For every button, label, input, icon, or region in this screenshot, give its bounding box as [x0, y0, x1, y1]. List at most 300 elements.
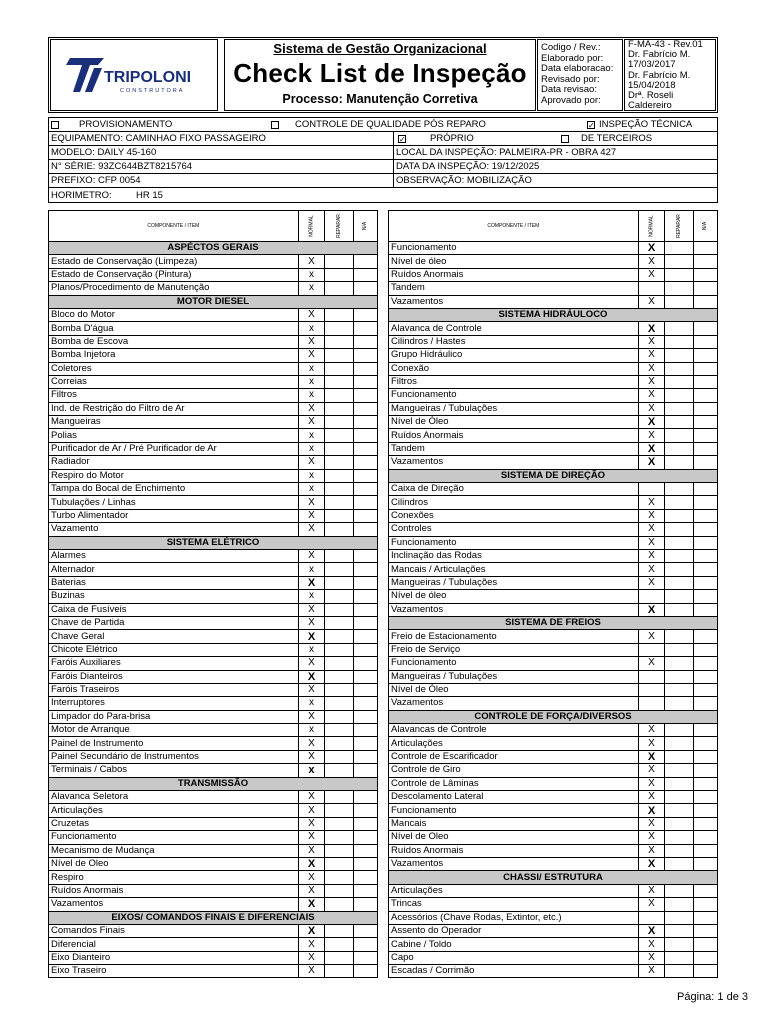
na-mark[interactable] [694, 603, 718, 616]
option-proprio[interactable]: ✓ PRÓPRIO [393, 132, 559, 145]
na-mark[interactable] [694, 268, 718, 281]
normal-mark[interactable]: X [638, 389, 664, 402]
na-mark[interactable] [354, 817, 378, 830]
reparar-mark[interactable] [325, 255, 354, 268]
reparar-mark[interactable] [665, 791, 694, 804]
reparar-mark[interactable] [665, 844, 694, 857]
na-mark[interactable] [354, 496, 378, 509]
normal-mark[interactable]: x [298, 362, 324, 375]
reparar-mark[interactable] [325, 871, 354, 884]
reparar-mark[interactable] [325, 576, 354, 589]
na-mark[interactable] [694, 523, 718, 536]
normal-mark[interactable]: x [298, 375, 324, 388]
reparar-mark[interactable] [665, 402, 694, 415]
reparar-mark[interactable] [325, 416, 354, 429]
reparar-mark[interactable] [325, 563, 354, 576]
normal-mark[interactable]: X [298, 402, 324, 415]
normal-mark[interactable] [638, 670, 664, 683]
option-provisionamento[interactable]: PROVISIONAMENTO [49, 118, 269, 131]
checkbox-terceiros[interactable] [561, 135, 569, 143]
normal-mark[interactable]: X [638, 442, 664, 455]
reparar-mark[interactable] [665, 349, 694, 362]
normal-mark[interactable]: X [638, 724, 664, 737]
normal-mark[interactable]: X [638, 375, 664, 388]
reparar-mark[interactable] [665, 630, 694, 643]
normal-mark[interactable]: X [638, 322, 664, 335]
reparar-mark[interactable] [665, 442, 694, 455]
na-mark[interactable] [694, 750, 718, 763]
na-mark[interactable] [694, 509, 718, 522]
normal-mark[interactable]: X [298, 710, 324, 723]
na-mark[interactable] [354, 576, 378, 589]
reparar-mark[interactable] [325, 737, 354, 750]
na-mark[interactable] [694, 844, 718, 857]
na-mark[interactable] [354, 764, 378, 777]
reparar-mark[interactable] [665, 563, 694, 576]
na-mark[interactable] [354, 844, 378, 857]
na-mark[interactable] [694, 576, 718, 589]
normal-mark[interactable]: X [298, 496, 324, 509]
reparar-mark[interactable] [665, 831, 694, 844]
reparar-mark[interactable] [325, 469, 354, 482]
reparar-mark[interactable] [325, 496, 354, 509]
reparar-mark[interactable] [665, 657, 694, 670]
reparar-mark[interactable] [665, 536, 694, 549]
reparar-mark[interactable] [325, 938, 354, 951]
na-mark[interactable] [694, 737, 718, 750]
normal-mark[interactable]: x [298, 282, 324, 295]
na-mark[interactable] [354, 335, 378, 348]
reparar-mark[interactable] [325, 697, 354, 710]
na-mark[interactable] [694, 670, 718, 683]
normal-mark[interactable]: X [298, 603, 324, 616]
na-mark[interactable] [694, 389, 718, 402]
na-mark[interactable] [354, 737, 378, 750]
reparar-mark[interactable] [325, 951, 354, 964]
normal-mark[interactable]: X [298, 951, 324, 964]
na-mark[interactable] [354, 442, 378, 455]
normal-mark[interactable]: X [298, 737, 324, 750]
normal-mark[interactable]: X [298, 523, 324, 536]
reparar-mark[interactable] [665, 282, 694, 295]
na-mark[interactable] [694, 242, 718, 255]
reparar-mark[interactable] [665, 898, 694, 911]
normal-mark[interactable]: X [638, 737, 664, 750]
normal-mark[interactable]: X [638, 884, 664, 897]
reparar-mark[interactable] [665, 884, 694, 897]
normal-mark[interactable]: X [298, 857, 324, 870]
reparar-mark[interactable] [665, 496, 694, 509]
na-mark[interactable] [694, 697, 718, 710]
na-mark[interactable] [354, 349, 378, 362]
na-mark[interactable] [354, 951, 378, 964]
checkbox-inspecao-tecnica[interactable]: ✓ [588, 120, 595, 130]
option-inspecao-tecnica[interactable]: ✓ INSPEÇÃO TÉCNICA [588, 119, 693, 130]
normal-mark[interactable]: X [638, 255, 664, 268]
reparar-mark[interactable] [325, 335, 354, 348]
na-mark[interactable] [694, 335, 718, 348]
normal-mark[interactable]: X [638, 924, 664, 937]
reparar-mark[interactable] [325, 657, 354, 670]
na-mark[interactable] [354, 282, 378, 295]
na-mark[interactable] [694, 777, 718, 790]
normal-mark[interactable]: X [638, 349, 664, 362]
normal-mark[interactable]: x [298, 268, 324, 281]
na-mark[interactable] [694, 911, 718, 924]
reparar-mark[interactable] [665, 965, 694, 978]
normal-mark[interactable]: X [638, 429, 664, 442]
reparar-mark[interactable] [325, 683, 354, 696]
normal-mark[interactable]: X [638, 750, 664, 763]
normal-mark[interactable]: X [298, 456, 324, 469]
na-mark[interactable] [354, 616, 378, 629]
reparar-mark[interactable] [325, 590, 354, 603]
normal-mark[interactable]: X [298, 549, 324, 562]
na-mark[interactable] [354, 938, 378, 951]
normal-mark[interactable]: X [638, 951, 664, 964]
normal-mark[interactable]: X [638, 764, 664, 777]
normal-mark[interactable]: X [638, 630, 664, 643]
reparar-mark[interactable] [665, 857, 694, 870]
reparar-mark[interactable] [665, 603, 694, 616]
normal-mark[interactable]: X [638, 335, 664, 348]
reparar-mark[interactable] [665, 335, 694, 348]
na-mark[interactable] [354, 590, 378, 603]
reparar-mark[interactable] [325, 616, 354, 629]
normal-mark[interactable]: x [298, 483, 324, 496]
reparar-mark[interactable] [325, 509, 354, 522]
na-mark[interactable] [354, 362, 378, 375]
normal-mark[interactable]: X [638, 831, 664, 844]
normal-mark[interactable] [638, 590, 664, 603]
normal-mark[interactable]: x [298, 724, 324, 737]
na-mark[interactable] [354, 924, 378, 937]
na-mark[interactable] [354, 375, 378, 388]
na-mark[interactable] [694, 683, 718, 696]
normal-mark[interactable] [638, 643, 664, 656]
na-mark[interactable] [354, 268, 378, 281]
reparar-mark[interactable] [665, 295, 694, 308]
normal-mark[interactable]: x [298, 697, 324, 710]
na-mark[interactable] [694, 590, 718, 603]
reparar-mark[interactable] [325, 456, 354, 469]
na-mark[interactable] [354, 603, 378, 616]
reparar-mark[interactable] [325, 322, 354, 335]
reparar-mark[interactable] [665, 549, 694, 562]
normal-mark[interactable]: X [298, 308, 324, 321]
na-mark[interactable] [694, 483, 718, 496]
reparar-mark[interactable] [325, 817, 354, 830]
na-mark[interactable] [354, 509, 378, 522]
normal-mark[interactable]: X [298, 670, 324, 683]
reparar-mark[interactable] [665, 737, 694, 750]
na-mark[interactable] [694, 416, 718, 429]
reparar-mark[interactable] [665, 938, 694, 951]
checkbox-proprio[interactable]: ✓ [399, 134, 406, 144]
na-mark[interactable] [694, 349, 718, 362]
na-mark[interactable] [354, 416, 378, 429]
reparar-mark[interactable] [325, 831, 354, 844]
na-mark[interactable] [354, 884, 378, 897]
na-mark[interactable] [694, 255, 718, 268]
na-mark[interactable] [694, 938, 718, 951]
normal-mark[interactable]: X [298, 804, 324, 817]
reparar-mark[interactable] [665, 750, 694, 763]
na-mark[interactable] [354, 549, 378, 562]
normal-mark[interactable]: X [298, 884, 324, 897]
normal-mark[interactable]: X [638, 536, 664, 549]
na-mark[interactable] [354, 643, 378, 656]
reparar-mark[interactable] [325, 429, 354, 442]
normal-mark[interactable]: X [638, 938, 664, 951]
normal-mark[interactable]: X [298, 683, 324, 696]
reparar-mark[interactable] [325, 308, 354, 321]
checkbox-provisionamento[interactable] [51, 121, 59, 129]
normal-mark[interactable]: X [298, 831, 324, 844]
normal-mark[interactable]: X [298, 616, 324, 629]
na-mark[interactable] [694, 402, 718, 415]
normal-mark[interactable]: X [638, 295, 664, 308]
normal-mark[interactable]: X [298, 349, 324, 362]
reparar-mark[interactable] [665, 523, 694, 536]
normal-mark[interactable] [638, 282, 664, 295]
na-mark[interactable] [354, 255, 378, 268]
na-mark[interactable] [354, 965, 378, 978]
normal-mark[interactable]: X [298, 924, 324, 937]
normal-mark[interactable]: X [638, 804, 664, 817]
normal-mark[interactable]: X [298, 509, 324, 522]
normal-mark[interactable]: X [298, 657, 324, 670]
normal-mark[interactable]: x [298, 643, 324, 656]
reparar-mark[interactable] [325, 389, 354, 402]
reparar-mark[interactable] [665, 362, 694, 375]
na-mark[interactable] [694, 724, 718, 737]
na-mark[interactable] [354, 898, 378, 911]
reparar-mark[interactable] [665, 683, 694, 696]
reparar-mark[interactable] [665, 924, 694, 937]
normal-mark[interactable]: X [638, 777, 664, 790]
na-mark[interactable] [354, 389, 378, 402]
reparar-mark[interactable] [325, 750, 354, 763]
na-mark[interactable] [354, 724, 378, 737]
normal-mark[interactable] [638, 697, 664, 710]
normal-mark[interactable]: X [638, 603, 664, 616]
na-mark[interactable] [354, 483, 378, 496]
reparar-mark[interactable] [325, 483, 354, 496]
normal-mark[interactable]: X [298, 791, 324, 804]
reparar-mark[interactable] [665, 590, 694, 603]
normal-mark[interactable]: X [638, 523, 664, 536]
na-mark[interactable] [354, 791, 378, 804]
reparar-mark[interactable] [665, 576, 694, 589]
normal-mark[interactable]: X [638, 791, 664, 804]
reparar-mark[interactable] [325, 362, 354, 375]
normal-mark[interactable]: X [298, 750, 324, 763]
na-mark[interactable] [694, 630, 718, 643]
normal-mark[interactable] [638, 483, 664, 496]
na-mark[interactable] [694, 831, 718, 844]
na-mark[interactable] [354, 456, 378, 469]
reparar-mark[interactable] [665, 483, 694, 496]
reparar-mark[interactable] [325, 804, 354, 817]
reparar-mark[interactable] [325, 857, 354, 870]
na-mark[interactable] [694, 898, 718, 911]
normal-mark[interactable]: x [298, 429, 324, 442]
na-mark[interactable] [354, 469, 378, 482]
na-mark[interactable] [694, 924, 718, 937]
reparar-mark[interactable] [325, 549, 354, 562]
normal-mark[interactable]: X [638, 268, 664, 281]
na-mark[interactable] [354, 710, 378, 723]
reparar-mark[interactable] [325, 630, 354, 643]
reparar-mark[interactable] [325, 764, 354, 777]
na-mark[interactable] [694, 282, 718, 295]
na-mark[interactable] [354, 322, 378, 335]
reparar-mark[interactable] [665, 255, 694, 268]
normal-mark[interactable]: x [298, 590, 324, 603]
normal-mark[interactable]: X [298, 898, 324, 911]
na-mark[interactable] [354, 697, 378, 710]
normal-mark[interactable]: x [298, 563, 324, 576]
normal-mark[interactable]: X [638, 362, 664, 375]
na-mark[interactable] [694, 657, 718, 670]
reparar-mark[interactable] [665, 389, 694, 402]
na-mark[interactable] [354, 804, 378, 817]
na-mark[interactable] [694, 362, 718, 375]
na-mark[interactable] [354, 871, 378, 884]
na-mark[interactable] [354, 402, 378, 415]
normal-mark[interactable]: X [298, 630, 324, 643]
na-mark[interactable] [694, 536, 718, 549]
na-mark[interactable] [354, 308, 378, 321]
reparar-mark[interactable] [665, 764, 694, 777]
reparar-mark[interactable] [325, 710, 354, 723]
normal-mark[interactable]: X [298, 255, 324, 268]
normal-mark[interactable]: x [298, 764, 324, 777]
reparar-mark[interactable] [325, 965, 354, 978]
normal-mark[interactable]: X [638, 456, 664, 469]
normal-mark[interactable]: X [638, 496, 664, 509]
normal-mark[interactable]: X [638, 857, 664, 870]
reparar-mark[interactable] [325, 643, 354, 656]
reparar-mark[interactable] [665, 429, 694, 442]
na-mark[interactable] [694, 563, 718, 576]
normal-mark[interactable]: X [298, 871, 324, 884]
reparar-mark[interactable] [665, 456, 694, 469]
normal-mark[interactable]: x [298, 322, 324, 335]
na-mark[interactable] [694, 322, 718, 335]
reparar-mark[interactable] [665, 911, 694, 924]
na-mark[interactable] [354, 683, 378, 696]
reparar-mark[interactable] [325, 898, 354, 911]
reparar-mark[interactable] [325, 670, 354, 683]
normal-mark[interactable]: X [638, 563, 664, 576]
na-mark[interactable] [694, 456, 718, 469]
na-mark[interactable] [354, 563, 378, 576]
reparar-mark[interactable] [665, 375, 694, 388]
reparar-mark[interactable] [665, 670, 694, 683]
reparar-mark[interactable] [665, 509, 694, 522]
normal-mark[interactable]: X [298, 817, 324, 830]
normal-mark[interactable]: X [638, 817, 664, 830]
reparar-mark[interactable] [665, 951, 694, 964]
na-mark[interactable] [354, 831, 378, 844]
reparar-mark[interactable] [325, 375, 354, 388]
reparar-mark[interactable] [325, 268, 354, 281]
normal-mark[interactable]: X [638, 242, 664, 255]
reparar-mark[interactable] [665, 724, 694, 737]
checkbox-controle-qualidade[interactable] [271, 121, 279, 129]
na-mark[interactable] [354, 657, 378, 670]
reparar-mark[interactable] [325, 282, 354, 295]
normal-mark[interactable]: X [638, 898, 664, 911]
normal-mark[interactable]: X [638, 549, 664, 562]
normal-mark[interactable]: X [638, 509, 664, 522]
reparar-mark[interactable] [665, 777, 694, 790]
na-mark[interactable] [354, 523, 378, 536]
reparar-mark[interactable] [325, 844, 354, 857]
reparar-mark[interactable] [665, 643, 694, 656]
na-mark[interactable] [694, 951, 718, 964]
na-mark[interactable] [354, 670, 378, 683]
na-mark[interactable] [694, 429, 718, 442]
reparar-mark[interactable] [665, 697, 694, 710]
na-mark[interactable] [694, 496, 718, 509]
normal-mark[interactable]: X [638, 402, 664, 415]
na-mark[interactable] [694, 764, 718, 777]
option-terceiros[interactable]: DE TERCEIROS [559, 132, 717, 145]
normal-mark[interactable]: X [638, 844, 664, 857]
reparar-mark[interactable] [325, 523, 354, 536]
reparar-mark[interactable] [665, 817, 694, 830]
na-mark[interactable] [694, 643, 718, 656]
reparar-mark[interactable] [325, 349, 354, 362]
reparar-mark[interactable] [325, 884, 354, 897]
reparar-mark[interactable] [325, 924, 354, 937]
normal-mark[interactable]: X [638, 965, 664, 978]
reparar-mark[interactable] [325, 724, 354, 737]
reparar-mark[interactable] [665, 804, 694, 817]
na-mark[interactable] [354, 750, 378, 763]
reparar-mark[interactable] [665, 416, 694, 429]
normal-mark[interactable]: X [298, 335, 324, 348]
reparar-mark[interactable] [325, 603, 354, 616]
na-mark[interactable] [694, 791, 718, 804]
normal-mark[interactable]: X [638, 657, 664, 670]
normal-mark[interactable]: x [298, 389, 324, 402]
normal-mark[interactable] [638, 911, 664, 924]
na-mark[interactable] [694, 857, 718, 870]
na-mark[interactable] [694, 442, 718, 455]
na-mark[interactable] [694, 817, 718, 830]
na-mark[interactable] [694, 804, 718, 817]
normal-mark[interactable]: X [298, 844, 324, 857]
na-mark[interactable] [354, 857, 378, 870]
option-controle-qualidade[interactable]: CONTROLE DE QUALIDADE PÓS REPARO [269, 118, 585, 131]
normal-mark[interactable]: X [298, 416, 324, 429]
na-mark[interactable] [694, 884, 718, 897]
reparar-mark[interactable] [325, 791, 354, 804]
reparar-mark[interactable] [325, 402, 354, 415]
reparar-mark[interactable] [665, 322, 694, 335]
normal-mark[interactable]: X [298, 576, 324, 589]
na-mark[interactable] [694, 965, 718, 978]
na-mark[interactable] [354, 630, 378, 643]
normal-mark[interactable]: x [298, 442, 324, 455]
normal-mark[interactable]: X [638, 576, 664, 589]
na-mark[interactable] [354, 429, 378, 442]
na-mark[interactable] [694, 549, 718, 562]
